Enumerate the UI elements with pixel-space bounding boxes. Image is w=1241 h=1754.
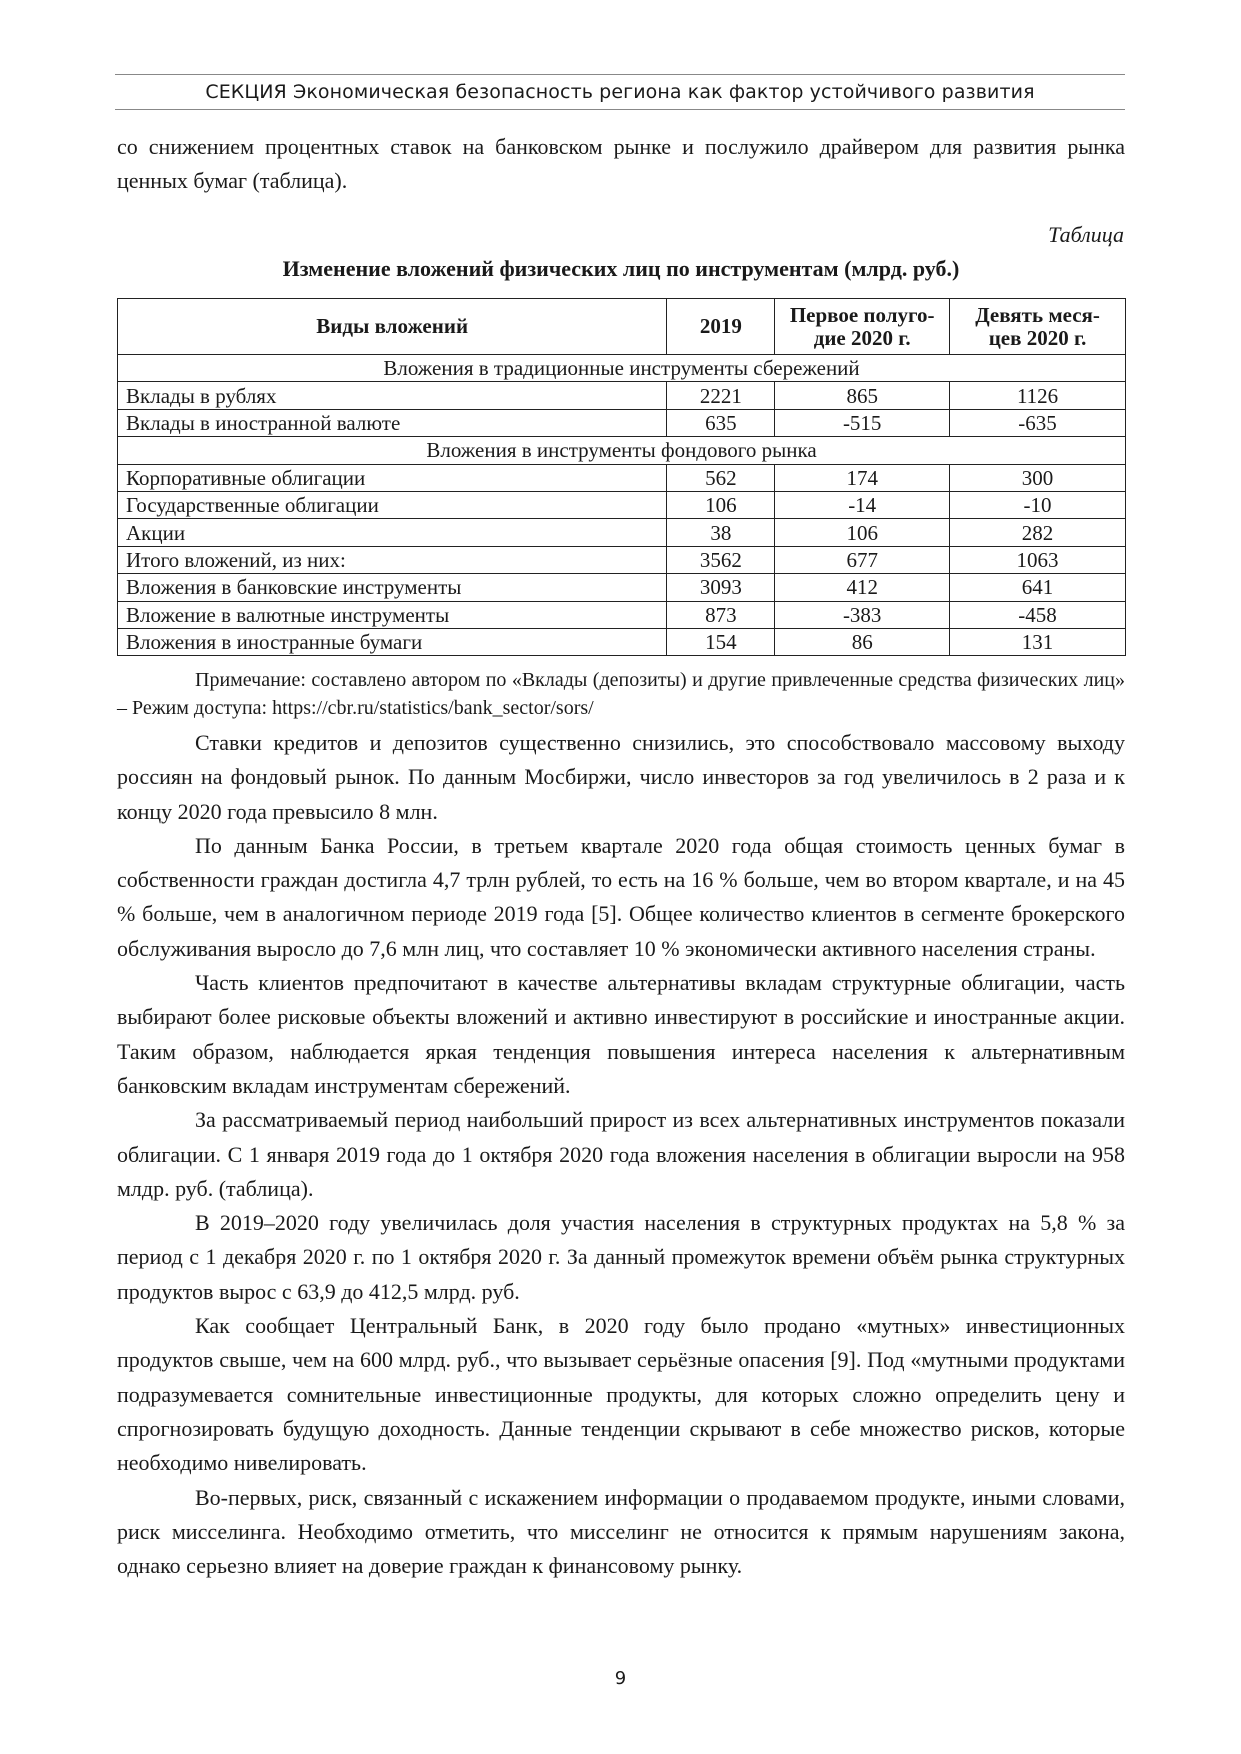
cell-2019: 635 — [667, 409, 775, 436]
table-note — [117, 666, 1125, 722]
cell-h1-2020: 677 — [775, 546, 950, 573]
table-row — [118, 491, 1126, 518]
row-label: Вложение в валютные инструменты — [118, 601, 667, 628]
table-row — [118, 601, 1126, 628]
cell-9m-2020: 300 — [950, 464, 1126, 491]
table-section-row — [118, 355, 1126, 382]
cell-h1-2020: -383 — [775, 601, 950, 628]
paragraph: Часть клиентов предпочитают в качестве альтернативы вкладам структурные облигации, часть выбирают более рисковые объекты вложений и активно инвестируют в российские и иностранные акции. Таким образом, наблюдается яркая тенденция повышения интереса населения к альтернативным банковским вкладам инструментам сбережений. — [117, 970, 1125, 1098]
row-label: Государственные облигации — [118, 491, 667, 518]
cell-h1-2020: 106 — [775, 519, 950, 546]
row-label: Корпоративные облигации — [118, 464, 667, 491]
table-row — [118, 628, 1126, 655]
row-label: Вклады в иностранной валюте — [118, 409, 667, 436]
intro-text — [117, 130, 1125, 199]
cell-h1-2020: 174 — [775, 464, 950, 491]
table-row — [118, 382, 1126, 409]
cell-2019: 106 — [667, 491, 775, 518]
cell-9m-2020: -458 — [950, 601, 1126, 628]
table-section-row — [118, 437, 1126, 464]
cell-2019: 3093 — [667, 574, 775, 601]
paragraph: За рассматриваемый период наибольший прирост из всех альтернативных инструментов показали облигации. С 1 января 2019 года до 1 октября 2020 года вложения населения в облигации выросли на 958 млдр. руб. (таблица). — [117, 1107, 1125, 1201]
table-row — [118, 464, 1126, 491]
section-traditional: Вложения в традиционные инструменты сбережений — [118, 355, 1126, 382]
table-row — [118, 574, 1126, 601]
col-header-type: Виды вложений — [118, 299, 667, 355]
cell-2019: 562 — [667, 464, 775, 491]
cell-2019: 3562 — [667, 546, 775, 573]
cell-9m-2020: -10 — [950, 491, 1126, 518]
page-number: 9 — [614, 1668, 627, 1689]
table-row — [118, 546, 1126, 573]
cell-h1-2020: -515 — [775, 409, 950, 436]
paragraph: Во-первых, риск, связанный с искажением информации о продаваемом продукте, иными словами, риск мисселинга. Необходимо отметить, что мисселинг не относится к прямым нарушениям закона, однако серьезно влияет на доверие граждан к финансовому рынку. — [117, 1484, 1125, 1579]
main-text — [117, 726, 1125, 1583]
row-label: Вклады в рублях — [118, 382, 667, 409]
table-label: Таблица — [1048, 222, 1124, 247]
col-header-h1-2020: Первое полуго- дие 2020 г. — [775, 299, 950, 355]
cell-9m-2020: 641 — [950, 574, 1126, 601]
row-label: Вложения в иностранные бумаги — [118, 628, 667, 655]
table-row — [118, 519, 1126, 546]
table-note-text: Примечание: составлено автором по «Вклады (депозиты) и другие привлеченные средства физических лиц» – Режим доступа: https://cbr.ru/statistics/bank_sector/sors/ — [117, 669, 1125, 719]
cell-2019: 154 — [667, 628, 775, 655]
table-title: Изменение вложений физических лиц по инструментам (млрд. руб.) — [282, 256, 960, 281]
paragraph: Ставки кредитов и депозитов существенно снизились, это способствовало массовому выходу россиян на фондовый рынок. По данным Мосбиржи, число инвесторов за год увеличилось в 2 раза и к концу 2020 года превысило 8 млн. — [117, 730, 1125, 824]
row-label: Итого вложений, из них: — [118, 546, 667, 573]
cell-h1-2020: -14 — [775, 491, 950, 518]
cell-9m-2020: 1063 — [950, 546, 1126, 573]
cell-2019: 38 — [667, 519, 775, 546]
paragraph: В 2019–2020 году увеличилась доля участия населения в структурных продуктах на 5,8 % за период с 1 декабря 2020 г. по 1 октября 2020 г. За данный промежуток времени объём рынка структурных продуктов вырос с 63,9 до 412,5 млрд. руб. — [117, 1210, 1125, 1304]
col-header-9m-2020: Девять меся- цев 2020 г. — [950, 299, 1126, 355]
cell-h1-2020: 86 — [775, 628, 950, 655]
cell-2019: 873 — [667, 601, 775, 628]
cell-h1-2020: 412 — [775, 574, 950, 601]
table-row — [118, 409, 1126, 436]
intro-paragraph: со снижением процентных ставок на банковском рынке и послужило драйвером для развития рынка ценных бумаг (таблица). — [117, 134, 1125, 194]
running-header: СЕКЦИЯ Экономическая безопасность региона как фактор устойчивого развития — [115, 74, 1125, 110]
row-label: Вложения в банковские инструменты — [118, 574, 667, 601]
row-label: Акции — [118, 519, 667, 546]
cell-9m-2020: 131 — [950, 628, 1126, 655]
section-stock-market: Вложения в инструменты фондового рынка — [118, 437, 1126, 464]
cell-9m-2020: 282 — [950, 519, 1126, 546]
paragraph: По данным Банка России, в третьем квартале 2020 года общая стоимость ценных бумаг в собственности граждан достигла 4,7 трлн рублей, то есть на 16 % больше, чем во втором квартале, и на 45 % больше, чем в аналогичном периоде 2019 года [5]. Общее количество клиентов в сегменте брокерского обслуживания выросло до 7,6 млн лиц, что составляет 10 % экономически активного населения страны. — [117, 832, 1125, 961]
cell-9m-2020: 1126 — [950, 382, 1126, 409]
investments-table — [117, 298, 1126, 656]
col-header-2019: 2019 — [667, 299, 775, 355]
cell-2019: 2221 — [667, 382, 775, 409]
paragraph: Как сообщает Центральный Банк, в 2020 году было продано «мутных» инвестиционных продуктов свыше, чем на 600 млрд. руб., что вызывает серьёзные опасения [9]. Под «мутными продуктами подразумевается сомнительные инвестиционные продукты, для которых сложно определить цену и спрогнозировать будущую доходность. Данные тенденции скрывают в себе множество рисков, которые необходимо нивелировать. — [117, 1313, 1125, 1476]
table-header-row — [118, 299, 1126, 355]
cell-9m-2020: -635 — [950, 409, 1126, 436]
cell-h1-2020: 865 — [775, 382, 950, 409]
